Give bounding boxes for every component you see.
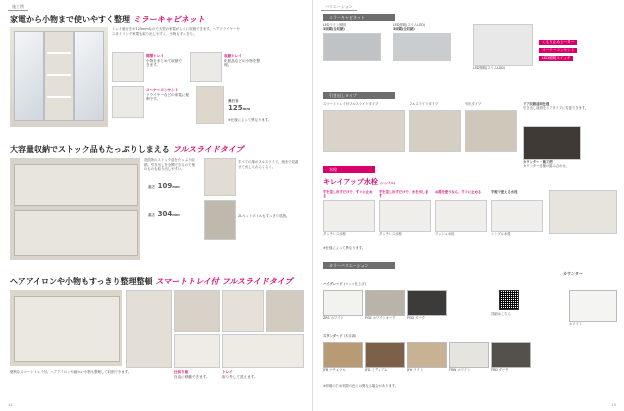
upper-drawer — [14, 164, 138, 206]
mirror-variation-photo-3 — [473, 24, 533, 66]
caption-title: トレイ — [222, 370, 233, 374]
row1-sub: (マット仕上げ) — [343, 282, 367, 286]
swatch-jfb — [323, 342, 363, 368]
tray-closeup-photo-1 — [174, 290, 220, 332]
row1-title-text: ハイグレード — [323, 282, 343, 286]
swatch-code: PGE — [365, 316, 372, 320]
tray-closeup-photo-2 — [222, 290, 264, 332]
dim-value: 109 — [157, 182, 173, 190]
section2-body: 洗面所のストック品をたっぷり収納。引き出しを全開できるので奥のものも取り出しやすい。 — [144, 158, 195, 172]
faucet-header: 水栓 — [323, 166, 375, 173]
storage-tray-photo — [190, 52, 222, 82]
drawer-photo-2 — [409, 110, 461, 152]
dim-label: 高さ — [148, 213, 156, 217]
drawer-photo-3 — [465, 110, 517, 152]
mirror-item-name: LEDライン照明 — [323, 23, 346, 27]
drawer-header: 引き出しタイプ — [323, 92, 395, 99]
section1-title — [10, 14, 205, 25]
mirror-item-sub: 3面鏡(全収納) — [323, 27, 345, 32]
depth-value: 125 — [228, 104, 243, 112]
swatch-jfh — [407, 342, 447, 368]
shelf — [47, 96, 71, 98]
counter-header: カウンター — [563, 271, 583, 276]
drawer-storage-photo — [10, 158, 140, 260]
cabinet-depth-photo — [196, 86, 224, 124]
drawer-photo-1 — [323, 110, 405, 152]
color-header: カラーバリエーション — [323, 262, 395, 269]
swatch-name: ホワイトオーク — [372, 316, 396, 320]
drawer-extra-title: ドア収納前面仕様 — [523, 102, 550, 106]
section3-body: 便利なスマートトレイ付。ヘアアイロンや細かい小物も整理して収納できます。 — [10, 370, 132, 374]
swatch-label — [491, 368, 509, 372]
swatch-frw — [449, 342, 489, 368]
hair-iron-photo — [126, 290, 172, 368]
callout-open-tray — [146, 54, 184, 68]
swatch-code: FRW — [449, 368, 457, 372]
swatch-name: ナチュラル — [329, 368, 346, 372]
faucet-photo-4 — [491, 200, 543, 232]
mirror-panel-right — [74, 31, 104, 121]
shelf — [47, 74, 71, 76]
faucet-footnote: ※仕様によって異なります。 — [323, 246, 366, 250]
section2-accent: フルスライドタイプ — [172, 145, 244, 154]
drawer-extra — [523, 102, 613, 110]
depth-unit: mm — [242, 107, 251, 111]
faucet-title-text: キレイアップ水栓 — [323, 178, 378, 186]
callout-text: ドライヤーなどの家電に便利です。 — [146, 92, 190, 102]
faucet-title — [323, 177, 395, 187]
page-number: 15 — [611, 403, 616, 407]
section2-side-text: すべての扉がフルスライド。奥まで見渡せて出し入れらくらく。 — [238, 160, 299, 169]
faucet-sub-1: タッチレス水栓 — [323, 232, 346, 236]
page-number: 14 — [8, 403, 13, 407]
swatch-label — [407, 316, 425, 320]
swatch-pge — [365, 290, 405, 316]
row2-title — [323, 334, 356, 338]
swatch-code: FRD — [491, 368, 498, 372]
color-footnote: ※印刷のため実際の色とは異なる場合があります。 — [323, 384, 399, 388]
right-page — [312, 0, 624, 411]
faucet-item-3: お湯を使うなら、すぐに止める — [435, 190, 482, 194]
counter-label: ホワイト — [569, 322, 583, 326]
swatch-label — [365, 316, 396, 320]
caption-text: 自由に移動できます。 — [174, 374, 210, 379]
door-front-photo — [523, 126, 581, 160]
swatch-name: ホワイト — [330, 316, 344, 320]
row2-sub: (木目調) — [343, 334, 357, 338]
mirror-panel-left — [14, 31, 44, 121]
callout-text: 化粧品などの小物を整理。 — [224, 58, 260, 68]
callout-corner-outlet — [146, 88, 190, 102]
option-badge-anti-fog: くもり止めヒーター — [539, 40, 577, 45]
callout-title: コーナーコンセント — [146, 88, 179, 92]
mirror-cabinet-photo — [10, 27, 108, 127]
full-slide-photo — [204, 158, 236, 196]
drawer-item-1: スマートトレイ付フルスライドタイプ — [323, 102, 379, 106]
right-tab: バリエーション — [321, 4, 357, 11]
section3-accent: スマートトレイ付 フルスライドタイプ — [155, 277, 293, 286]
drawer-item-3: 引出タイプ — [465, 102, 482, 106]
section1-note: ※仕様によって異なります。 — [228, 118, 272, 122]
drawer-extra-text: 引き出し前面をドアタイプに変更できます。 — [523, 106, 589, 111]
open-tray-photo — [112, 52, 144, 82]
caption-divider — [174, 370, 218, 379]
mirror-variation-photo-1 — [323, 33, 381, 61]
tray-photo — [222, 334, 304, 368]
faucet-photo-1 — [323, 200, 375, 232]
faucet-sub-2: タッチレス水栓 — [379, 232, 402, 236]
smart-tray — [14, 296, 120, 362]
section3-title — [10, 276, 292, 287]
mirror-cabinet-header: ミラーキャビネット — [323, 14, 395, 21]
faucet-item-4: 手軽で使える水栓 — [491, 190, 518, 194]
swatch-code: ZRS — [323, 316, 330, 320]
dim-lower — [148, 210, 180, 218]
qr-code[interactable] — [499, 290, 519, 310]
option-badge-switch: LED照明スイッチ — [539, 56, 573, 61]
divider-photo — [174, 334, 220, 368]
smart-tray-photo — [10, 290, 122, 366]
swatch-name: ダーク — [415, 316, 426, 320]
callout-storage-tray — [224, 54, 264, 68]
dim-value: 304 — [157, 210, 173, 218]
callout-title: 収納トレイ — [224, 54, 242, 58]
mirror-item-1 — [323, 23, 383, 31]
mirror-item-name: LED照明(スリムLED) — [393, 23, 425, 27]
swatch-label — [449, 368, 470, 372]
depth-dimension — [228, 96, 250, 112]
mirror-item-2 — [393, 23, 453, 31]
dim-label: 高さ — [148, 185, 156, 189]
mirror-variation-photo-2 — [393, 33, 451, 61]
faucet-item-1: 手を差し出すだけで、すぐに止める — [323, 190, 373, 199]
callout-text: 小物をまとめて収納できます。 — [146, 58, 182, 68]
depth-label: 奥行き — [228, 99, 239, 103]
swatch-pgd — [407, 290, 447, 316]
swatch-jfd — [365, 342, 405, 368]
callout-title: 開閉トレイ — [146, 54, 164, 58]
swatch-code: JFH — [407, 368, 413, 372]
section2-title — [10, 144, 243, 155]
row1-title — [323, 282, 366, 286]
swatch-label — [323, 316, 344, 320]
lower-drawer — [14, 210, 138, 256]
tray-closeup-photo-3 — [266, 290, 304, 332]
swatch-label — [365, 368, 387, 372]
faucet-sub-4: シングル水栓 — [491, 232, 511, 236]
dim-upper — [148, 182, 180, 190]
mirror-panel-center — [44, 31, 74, 121]
faucet-accent: (ハンドル) — [380, 181, 396, 185]
counter-body: カウンター仕様の組み合わせ。 — [523, 164, 569, 169]
bottles-photo — [204, 200, 236, 240]
faucet-photo-2 — [379, 200, 431, 232]
counter-swatch — [569, 290, 617, 322]
swatch-name: ミディアム — [371, 368, 388, 372]
dim-unit: mm — [172, 185, 180, 189]
caption-tray — [222, 370, 302, 379]
corner-outlet-photo — [112, 86, 144, 118]
row2-title-text: スタンダード — [323, 334, 343, 338]
swatch-label — [407, 368, 423, 372]
section1-body: トレイ奥行きが125mmなので大型の家電がらくに収納できます。ヘアドライヤーやスタイリング家電も取り出しやすく、小物もすっきり。 — [112, 27, 240, 36]
section2-title-text: 大容量収納でストック品もたっぷりしまえる — [10, 145, 170, 154]
swatch-code: JFD — [365, 368, 371, 372]
swatch-code: PGD — [407, 316, 415, 320]
faucet-item-2: 手を差し出すだけで、水を出します — [379, 190, 429, 199]
caption-title: 仕切り板 — [174, 370, 189, 374]
qr-caption: 詳細はこちら — [491, 312, 511, 316]
faucet-sub-3: プッシュ水栓 — [435, 232, 455, 236]
left-tab: 施工例 — [8, 4, 28, 11]
shelf — [47, 52, 71, 54]
swatch-label — [323, 368, 346, 372]
bottles-caption: 2Lペットボトルもすっきり収納。 — [238, 214, 290, 218]
section1-accent: ミラーキャビネット — [132, 15, 205, 24]
swatch-zrs — [323, 290, 363, 316]
counter-title: カウンター・施工例 — [523, 160, 553, 164]
mirror-item-3: LED照明(スリムLED) — [473, 66, 505, 70]
mirror-item-sub: 3面鏡(全収納) — [393, 27, 415, 32]
counter-text — [523, 160, 613, 168]
section1-title-text: 家電から小物まで使いやすく整理 — [10, 15, 130, 24]
faucet-lifestyle-photo — [549, 190, 617, 234]
swatch-frd — [491, 342, 531, 368]
dim-unit: mm — [172, 213, 180, 217]
swatch-name: ライト — [413, 368, 424, 372]
section3-title-text: ヘアアイロンや小物もすっきり整理整頓 — [10, 277, 153, 286]
drawer-item-2: フルスライドタイプ — [409, 102, 439, 106]
faucet-photo-3 — [435, 200, 487, 232]
swatch-name: ダーク — [498, 368, 509, 372]
caption-text: 取り外して洗えます。 — [222, 374, 258, 379]
option-badge-outlet: コーナーコンセント — [539, 48, 577, 53]
swatch-name: ホワイト — [457, 368, 471, 372]
swatch-code: JFB — [323, 368, 329, 372]
